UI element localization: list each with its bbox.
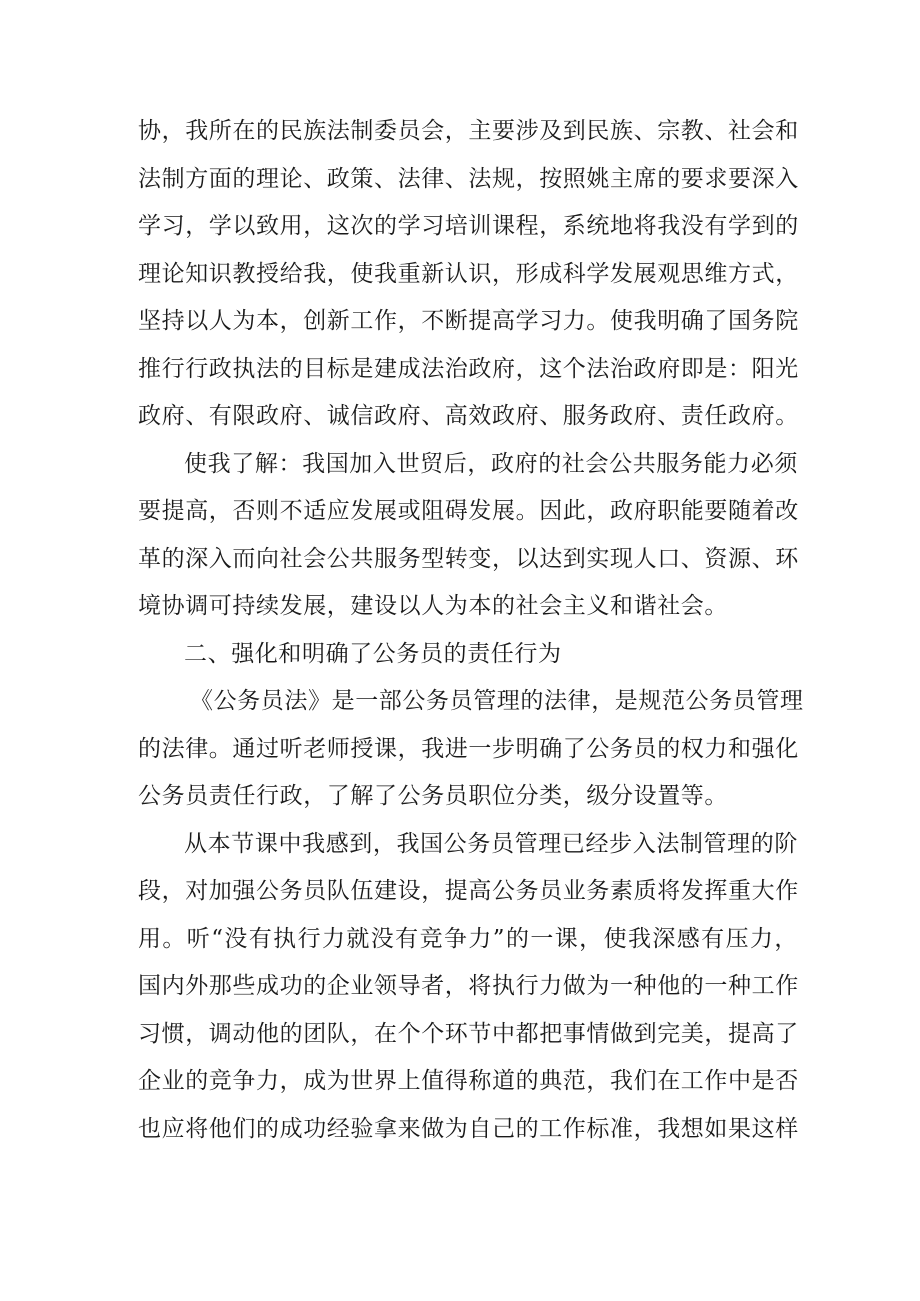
text-line: 境协调可持续发展，建设以人为本的社会主义和谐社会。 [138, 593, 728, 619]
text-line: 也应将他们的成功经验拿来做为自己的工作标准，我想如果这样 [138, 1115, 799, 1142]
text-line: 使我了解：我国加入世贸后，政府的社会公共服务能力必须 [184, 450, 798, 477]
paragraph-continued [138, 108, 798, 441]
text-line: 的法律。通过听老师授课，我进一步明确了公务员的权力和强化 [138, 735, 799, 762]
text-line: 段，对加强公务员队伍建设，提高公务员业务素质将发挥重大作 [138, 878, 799, 904]
text-line: 政府、有限政府、诚信政府、高效政府、服务政府、责任政府。 [138, 403, 799, 429]
text-line: 推行行政执法的目标是建成法治政府，这个法治政府即是：阳光 [138, 355, 799, 382]
text-line: 要提高，否则不适应发展或阻碍发展。因此，政府职能要随着改 [138, 498, 799, 524]
section-heading [138, 631, 798, 679]
paragraph-understanding [138, 441, 798, 631]
text-line: 习惯，调动他的团队，在个个环节中都把事情做到完美，提高了 [138, 1020, 799, 1047]
text-line: 《公务员法》是一部公务员管理的法律，是规范公务员管理 [190, 688, 804, 714]
text-line: 法制方面的理论、政策、法律、法规，按照姚主席的要求要深入 [138, 165, 799, 192]
text-line: 公务员责任行政，了解了公务员职位分类，级分设置等。 [138, 783, 728, 809]
text-line: 理论知识教授给我，使我重新认识，形成科学发展观思维方式， [138, 260, 799, 287]
text-line: 企业的竞争力，成为世界上值得称道的典范，我们在工作中是否 [138, 1068, 799, 1094]
heading-text: 二、强化和明确了公务员的责任行为 [184, 640, 562, 667]
text-line: 从本节课中我感到，我国公务员管理已经步入法制管理的阶 [184, 830, 798, 857]
text-line: 学习，学以致用，这次的学习培训课程，系统地将我没有学到的 [138, 213, 799, 239]
text-line: 国内外那些成功的企业领导者，将执行力做为一种他的一种工作 [138, 973, 799, 999]
text-line: 协，我所在的民族法制委员会，主要涉及到民族、宗教、社会和 [138, 118, 799, 144]
paragraph-lesson-feeling [138, 821, 798, 1154]
text-line: 坚持以人为本，创新工作，不断提高学习力。使我明确了国务院 [138, 308, 799, 334]
document-body [138, 108, 804, 1153]
text-line: 用。听“没有执行力就没有竞争力”的一课，使我深感有压力， [138, 925, 798, 952]
paragraph-civil-servant-law [138, 678, 804, 821]
text-line: 革的深入而向社会公共服务型转变，以达到实现人口、资源、环 [138, 545, 799, 572]
